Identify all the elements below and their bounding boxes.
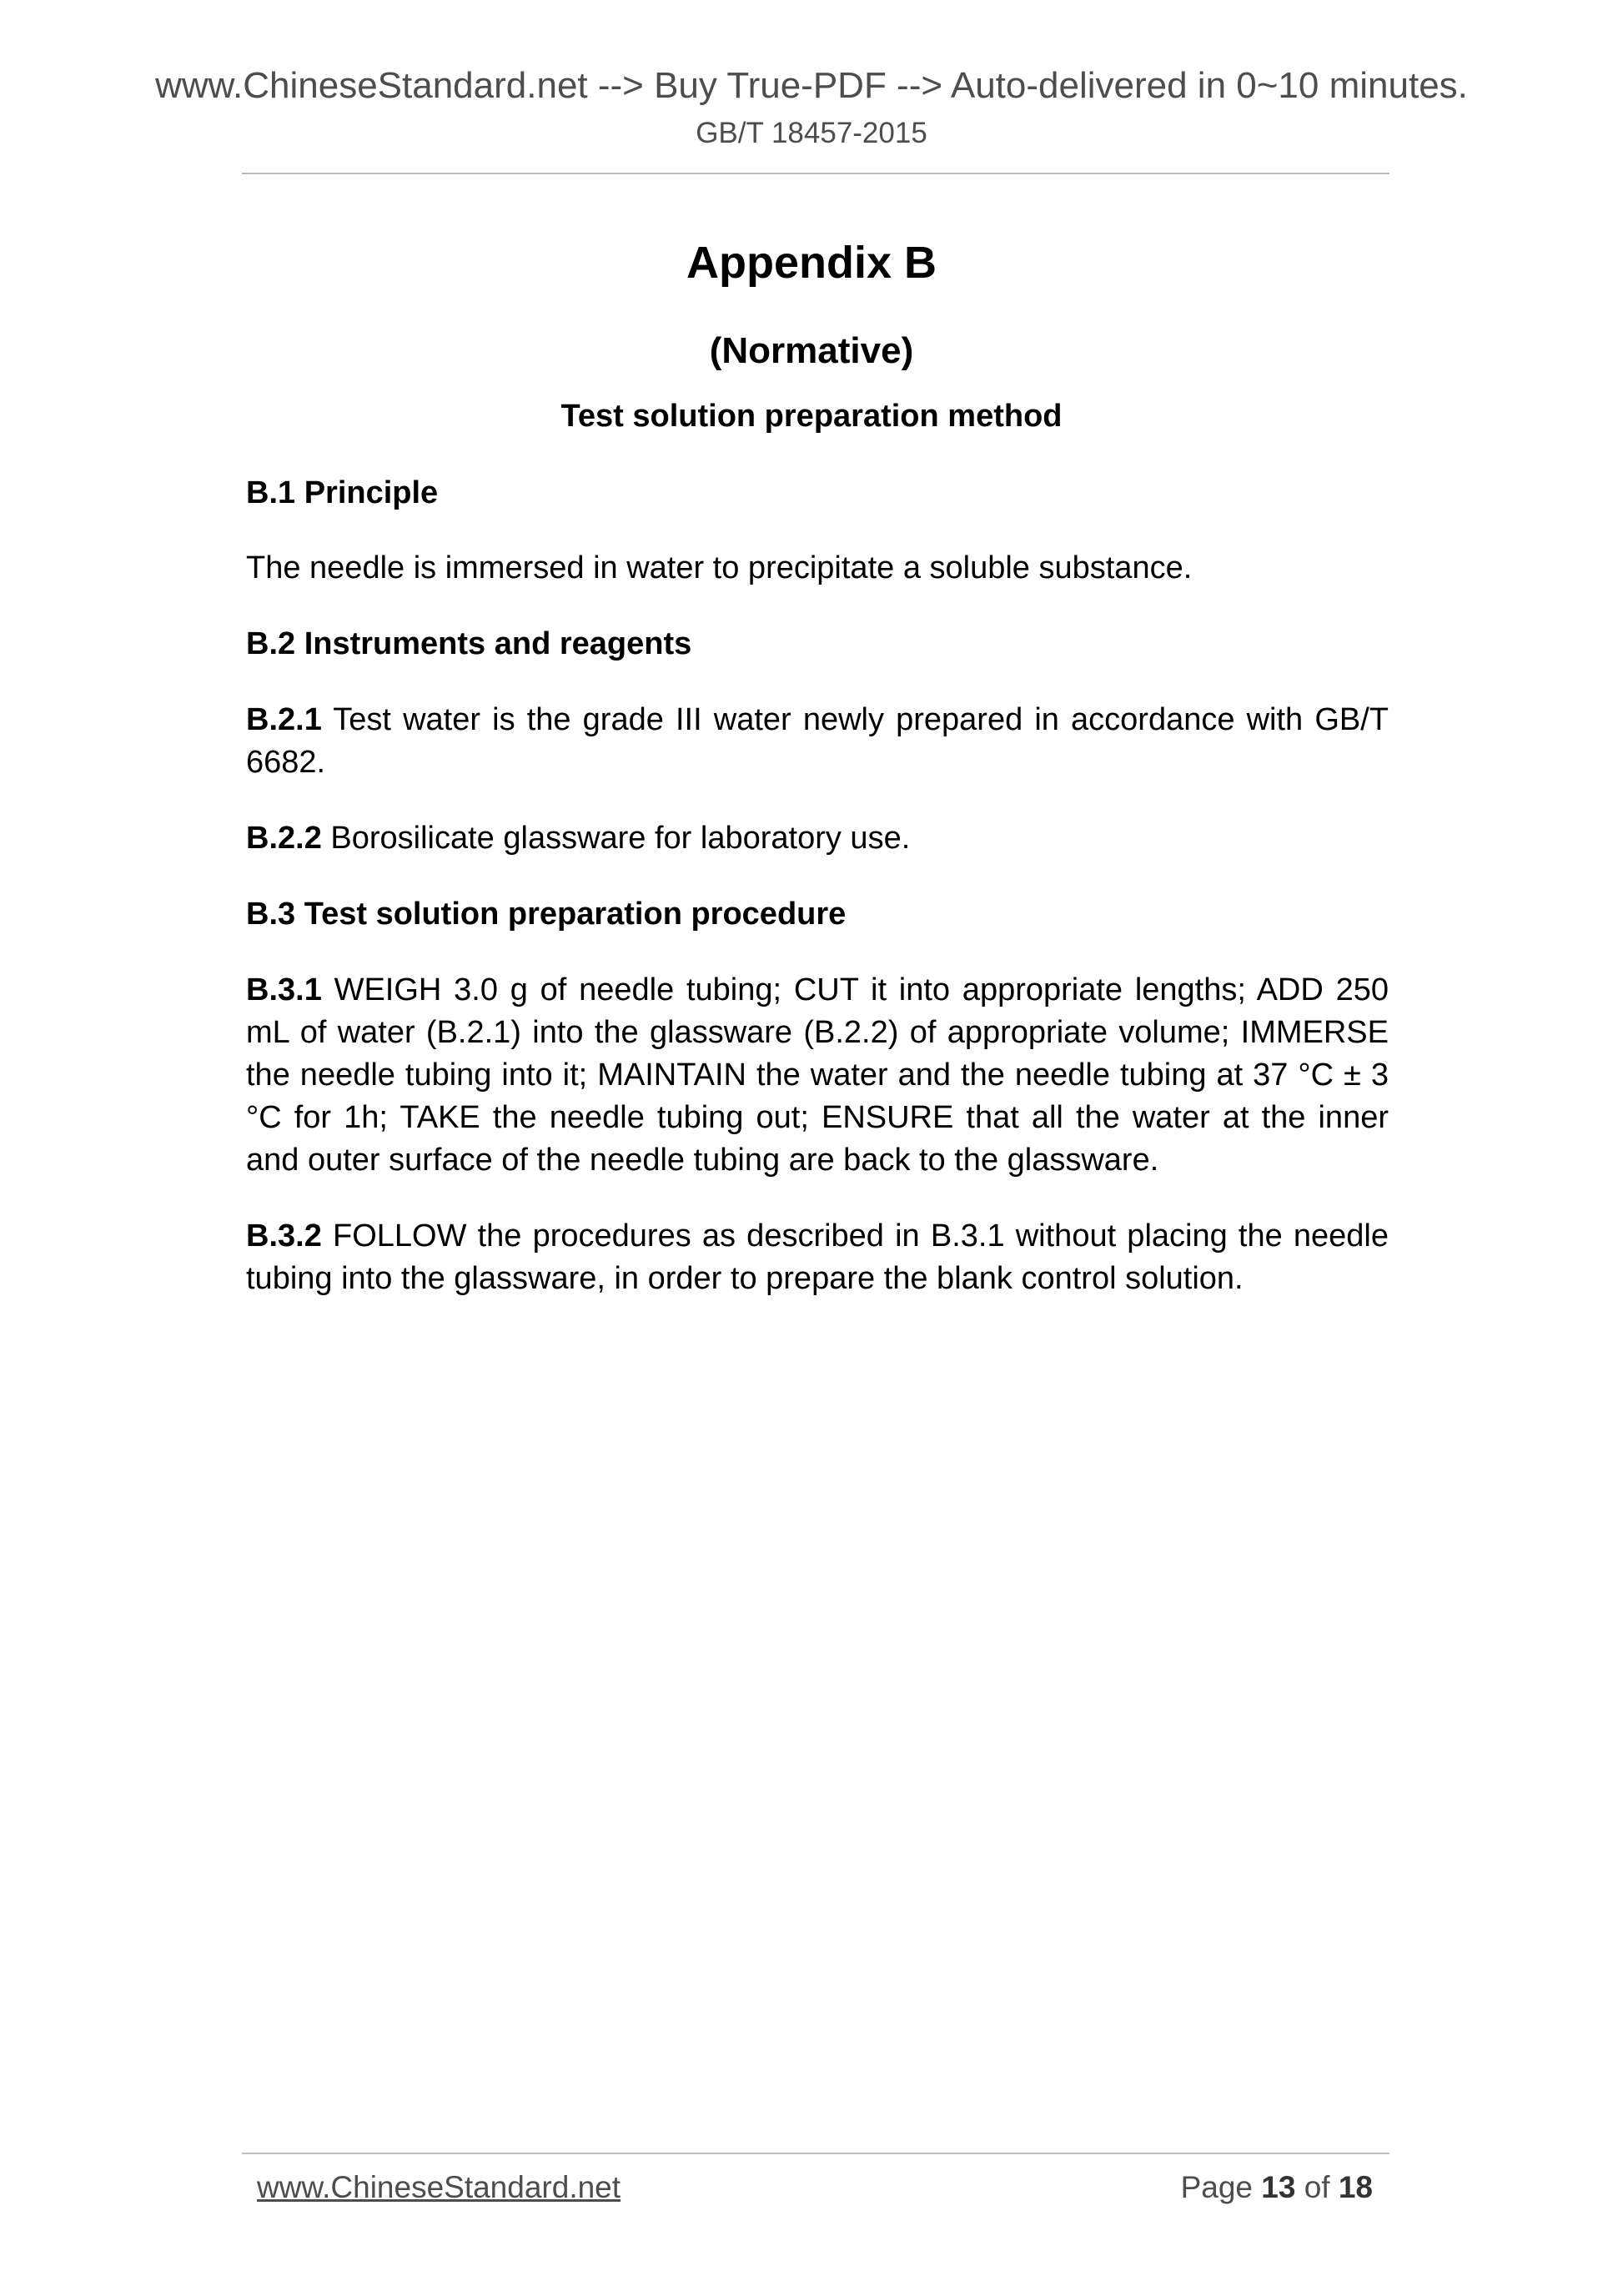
clause-b32-text: FOLLOW the procedures as described in B.3.1 without placing the needle tubing into the glassware, in order to prepare the blank control solution. <box>246 1218 1389 1296</box>
clause-b22-number: B.2.2 <box>246 821 322 856</box>
footer-site-link[interactable]: www.ChineseStandard.net <box>257 2170 621 2204</box>
header-banner: www.ChineseStandard.net --> Buy True-PDF --> Auto-delivered in 0~10 minutes. <box>155 65 1468 106</box>
section-b2-heading: B.2 Instruments and reagents <box>246 626 692 661</box>
page-prefix: Page <box>1180 2170 1262 2204</box>
page-of: of <box>1295 2170 1339 2204</box>
clause-b21 <box>246 699 1389 784</box>
page-subtitle: (Normative) <box>709 330 914 371</box>
page-number <box>1181 2170 1373 2205</box>
clause-b31 <box>246 969 1389 1182</box>
footer-divider <box>242 2153 1389 2154</box>
clause-b21-number: B.2.1 <box>246 702 322 737</box>
clause-b32-number: B.3.2 <box>246 1218 322 1254</box>
clause-b21-text: Test water is the grade III water newly prepared in accordance with GB/T 6682. <box>246 702 1389 780</box>
header-divider <box>242 173 1389 174</box>
page-total: 18 <box>1338 2170 1373 2204</box>
clause-b32 <box>246 1215 1389 1300</box>
page-current: 13 <box>1261 2170 1296 2204</box>
standard-code: GB/T 18457-2015 <box>696 117 927 149</box>
clause-b31-text: WEIGH 3.0 g of needle tubing; CUT it into appropriate lengths; ADD 250 mL of water (B.2.1) into the glassware (B.2.2) of appropriate volume; IMMERSE the needle tubing into it; MAINTAIN the water and the needle tubing at 37 °C ± 3 °C for 1h; TAKE the needle tubing out; ENSURE that all the water at the inner and outer surface of the needle tubing are back to the glassware. <box>246 972 1389 1178</box>
section-b1-heading: B.1 Principle <box>246 475 439 510</box>
clause-b22 <box>246 817 1389 860</box>
section-b3-heading: B.3 Test solution preparation procedure <box>246 897 847 932</box>
appendix-subtitle: Test solution preparation method <box>560 399 1063 434</box>
clause-b22-text: Borosilicate glassware for laboratory use. <box>321 821 911 856</box>
page-title: Appendix B <box>686 238 937 288</box>
clause-b31-number: B.3.1 <box>246 972 322 1007</box>
section-b1-text: The needle is immersed in water to precipitate a soluble substance. <box>246 550 1193 585</box>
